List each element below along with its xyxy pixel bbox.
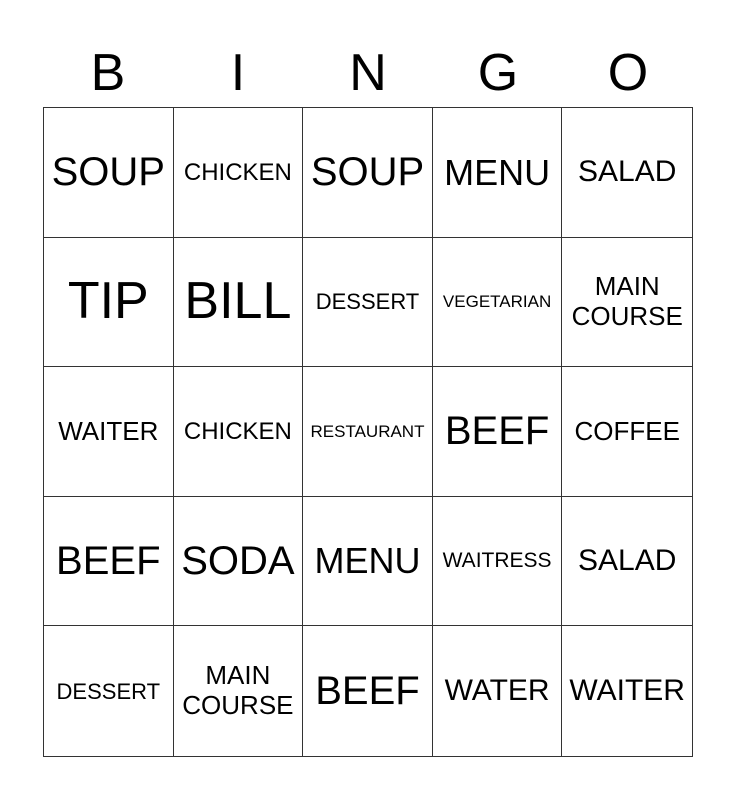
cell-label: SODA [181,539,295,584]
bingo-cell[interactable] [562,367,692,497]
cell-label: SOUP [51,150,165,195]
cell-label: SALAD [578,543,677,577]
header-letter-i: I [230,44,246,102]
bingo-cell[interactable] [433,367,563,497]
bingo-cell[interactable] [303,238,433,368]
bingo-cell[interactable] [44,238,174,368]
cell-label: VEGETARIAN [442,292,552,312]
cell-label: MENU [444,151,551,193]
bingo-cell[interactable] [433,238,563,368]
bingo-cell[interactable] [174,108,304,238]
cell-label: BILL [184,271,292,330]
cell-label: CHICKEN [183,158,292,186]
bingo-cell[interactable] [174,626,304,756]
bingo-cell[interactable] [562,108,692,238]
cell-label: BEEF [444,409,550,454]
bingo-cell[interactable] [303,108,433,238]
cell-label: CHICKEN [183,417,292,445]
cell-label: WATER [444,673,550,707]
cell-label: SALAD [578,155,677,189]
cell-label: MAIN COURSE [571,271,683,331]
bingo-cell[interactable] [174,367,304,497]
bingo-cell[interactable] [303,626,433,756]
bingo-cell[interactable] [44,367,174,497]
cell-label: WAITRESS [442,549,552,573]
bingo-cell[interactable] [562,497,692,627]
bingo-cell[interactable] [433,497,563,627]
cell-label: WAITER [58,415,159,446]
bingo-cell[interactable] [44,497,174,627]
bingo-cell[interactable] [44,108,174,238]
cell-label: COFFEE [574,415,680,446]
cell-label: MENU [314,540,421,582]
cell-label: MAIN COURSE [182,660,294,721]
header-letter-n: N [349,44,387,102]
cell-label: DESSERT [315,289,420,315]
bingo-cell[interactable] [433,108,563,238]
cell-label: TIP [67,271,149,330]
bingo-cell[interactable] [433,626,563,756]
bingo-cell[interactable] [174,497,304,627]
bingo-cell[interactable] [303,367,433,497]
header-letter-g: G [477,44,519,102]
bingo-header [43,38,693,108]
cell-label: DESSERT [56,678,161,704]
header-letter-o: O [607,44,649,102]
cell-label: BEEF [315,669,420,714]
cell-label: WAITER [569,673,685,707]
header-letter-b: B [90,44,126,102]
bingo-board [43,107,693,757]
bingo-cell[interactable] [174,238,304,368]
bingo-cell[interactable] [44,626,174,756]
bingo-cell[interactable] [562,626,692,756]
cell-label: BEEF [56,539,161,584]
bingo-cell[interactable] [303,497,433,627]
bingo-cell[interactable] [562,238,692,368]
cell-label: RESTAURANT [310,421,425,441]
cell-label: SOUP [310,150,425,195]
